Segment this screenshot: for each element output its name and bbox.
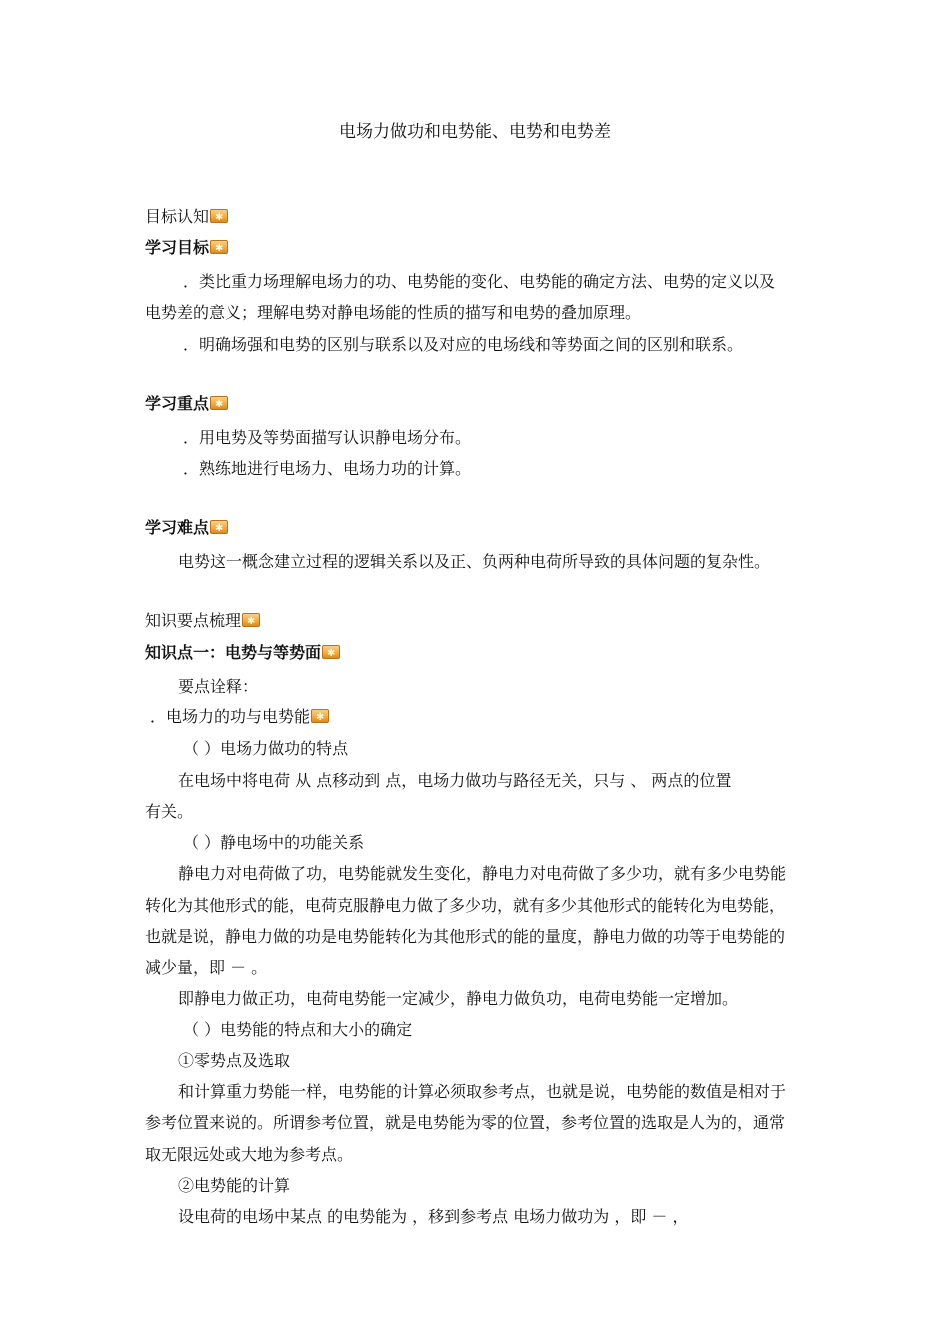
heading-key-points: [145, 393, 228, 415]
point-2-line-3: 也就是说，静电力做的功是电势能转化为其他形式的能的量度，静电力做的功等于电势能的: [145, 927, 786, 946]
section-heading-knowledge: [145, 610, 260, 632]
folder-icon[interactable]: [311, 709, 329, 723]
point-1-title: （ ）电场力做功的特点: [183, 739, 349, 758]
goal-item-2: ．明确场强和电势的区别与联系以及对应的电场线和等势面之间的区别和联系。: [183, 335, 744, 354]
folder-icon[interactable]: [210, 396, 228, 410]
point-2-title: （ ）静电场中的功能关系: [183, 833, 365, 852]
point-3-line-3: 取无限远处或大地为参考点。: [145, 1145, 354, 1164]
point-3-title: （ ）电势能的特点和大小的确定: [183, 1020, 413, 1039]
section-heading-text: 知识要点梳理: [145, 611, 242, 630]
point-3-line-2: 参考位置来说的。所谓参考位置，就是电势能为零的位置，参考位置的选取是人为的，通常: [145, 1113, 786, 1132]
folder-icon[interactable]: [210, 209, 228, 223]
section-heading-text: 目标认知: [145, 207, 210, 226]
subsection-text: ．电场力的功与电势能: [150, 707, 311, 726]
point-2-line-1: 静电力对电荷做了功，电势能就发生变化，静电力对电荷做了多少功，就有多少电势能: [178, 864, 787, 883]
heading-text: 学习目标: [145, 238, 210, 257]
document-title: 电场力做功和电势能、电势和电势差: [339, 122, 611, 142]
point-3-line-4: 设电荷的电场中某点 的电势能为 ，移到参考点 电场力做功为 ，即 － ，: [178, 1207, 689, 1226]
point-2-line-4: 减少量，即 － 。: [145, 958, 268, 977]
section-heading-goals-overview: [145, 206, 228, 228]
explain-label: 要点诠释：: [178, 677, 259, 696]
subsection-work-and-energy: [150, 706, 329, 728]
point-3-sub-2: ②电势能的计算: [178, 1176, 291, 1195]
key-point-item-1: ．用电势及等势面描写认识静电场分布。: [183, 428, 472, 447]
point-3-sub-1: ①零势点及选取: [178, 1051, 291, 1070]
folder-icon[interactable]: [322, 645, 340, 659]
heading-difficulties: [145, 517, 228, 539]
folder-icon[interactable]: [242, 613, 260, 627]
goal-item-1-line-1: ．类比重力场理解电场力的功、电势能的变化、电势能的确定方法、电势的定义以及: [183, 272, 776, 291]
folder-icon[interactable]: [210, 240, 228, 254]
folder-icon[interactable]: [210, 520, 228, 534]
point-2-line-5: 即静电力做正功，电荷电势能一定减少，静电力做负功，电荷电势能一定增加。: [178, 989, 739, 1008]
goal-item-1-line-2: 电势差的意义；理解电势对静电场能的性质的描写和电势的叠加原理。: [145, 303, 642, 322]
key-point-item-2: ．熟练地进行电场力、电场力功的计算。: [183, 459, 472, 478]
difficulty-text: 电势这一概念建立过程的逻辑关系以及正、负两种电荷所导致的具体问题的复杂性。: [178, 552, 771, 571]
heading-knowledge-point-1: [145, 642, 340, 664]
point-2-line-2: 转化为其他形式的能，电荷克服静电力做了多少功，就有多少其他形式的能转化为电势能，: [145, 896, 786, 915]
heading-learning-goals: [145, 237, 228, 259]
point-1-line-2: 有关。: [145, 802, 194, 821]
heading-text: 学习重点: [145, 394, 210, 413]
point-1-line-1: 在电场中将电荷 从 点移动到 点，电场力做功与路径无关，只与 、 两点的位置: [178, 771, 732, 790]
heading-text: 学习难点: [145, 518, 210, 537]
point-3-line-1: 和计算重力势能一样，电势能的计算必须取参考点，也就是说，电势能的数值是相对于: [178, 1082, 787, 1101]
heading-text: 知识点一：电势与等势面: [145, 643, 322, 662]
